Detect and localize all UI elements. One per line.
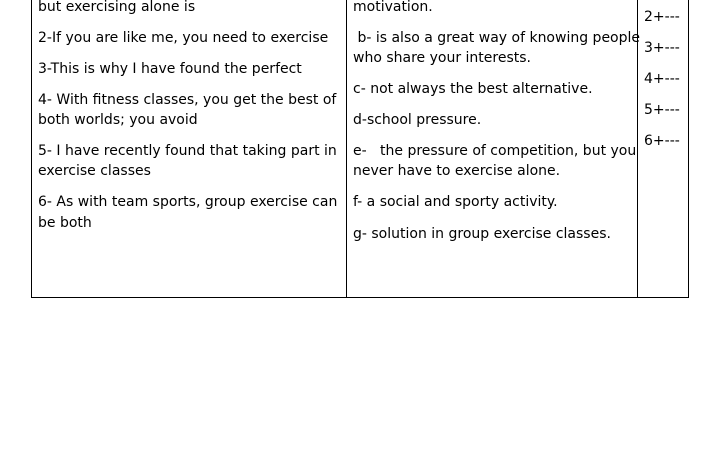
answer-slot-6: 6+--- (644, 133, 680, 149)
column-b-item-d: d-school pressure. (353, 112, 482, 128)
column-a-item-5-line2: exercise classes (38, 163, 151, 179)
column-b-item-c: c- not always the best alternative. (353, 81, 593, 97)
answer-slot-3: 3+--- (644, 40, 680, 56)
column-a-item-4-line1: 4- With fitness classes, you get the best of (38, 92, 337, 108)
column-b-item-e-line1: e- the pressure of competition, but you (353, 143, 637, 159)
column-b-item-b-line2: who share your interests. (353, 50, 531, 66)
answer-slot-2: 2+--- (644, 9, 680, 25)
column-b-item-g: g- solution in group exercise classes. (353, 226, 611, 242)
column-a-item-6-line1: 6- As with team sports, group exercise can (38, 194, 338, 210)
column-b-fragment: motivation. (353, 0, 433, 15)
column-b-item-e-line2: never have to exercise alone. (353, 163, 561, 179)
answer-slot-4: 4+--- (644, 71, 680, 87)
column-a-item-6-line2: be both (38, 215, 92, 231)
column-a-fragment: but exercising alone is (38, 0, 196, 15)
column-a-item-5-line1: 5- I have recently found that taking part in (38, 143, 337, 159)
answer-slot-5: 5+--- (644, 102, 680, 118)
column-a-item-3: 3-This is why I have found the perfect (38, 61, 302, 77)
column-a-item-4-line2: both worlds; you avoid (38, 112, 198, 128)
column-divider-1 (346, 0, 347, 297)
column-a-item-2: 2-If you are like me, you need to exercise (38, 30, 329, 46)
matching-table (31, 0, 689, 298)
column-b-item-b-line1: b- is also a great way of knowing people (353, 30, 641, 46)
column-b-item-f: f- a social and sporty activity. (353, 194, 558, 210)
